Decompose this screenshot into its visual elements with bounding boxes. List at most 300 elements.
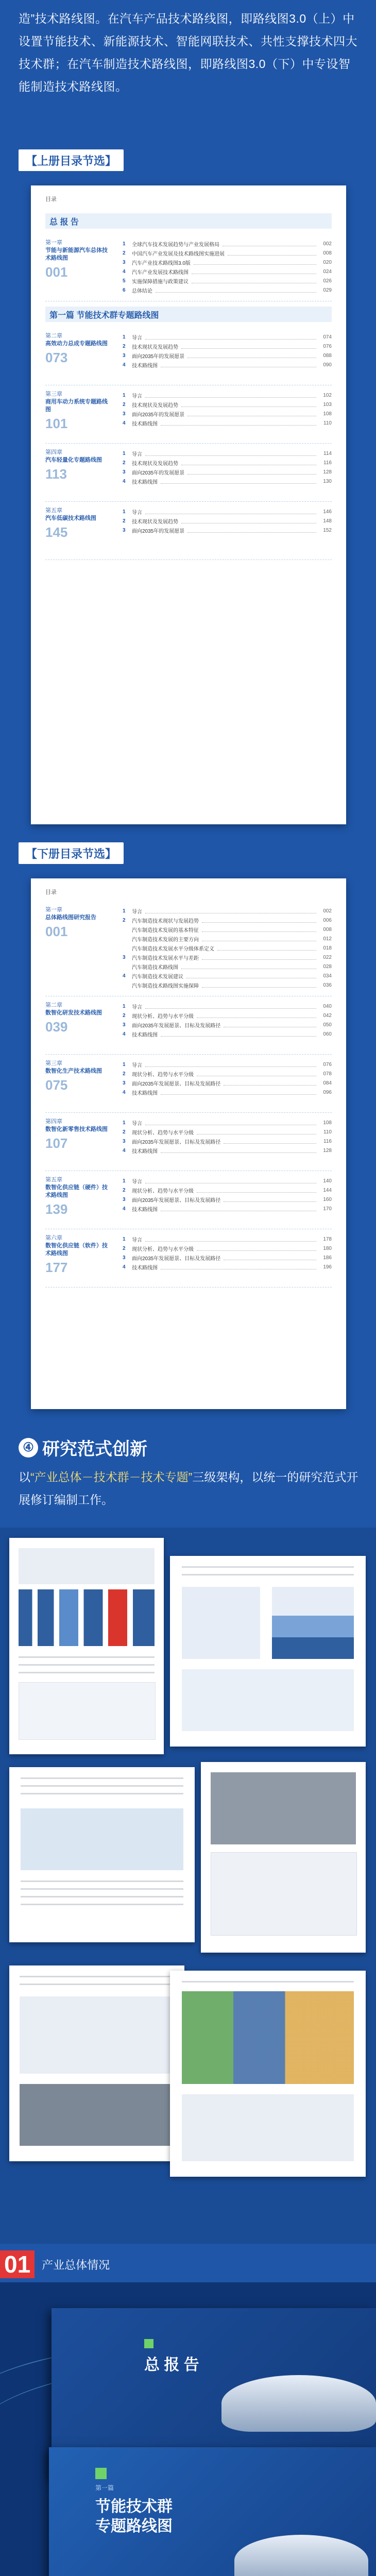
toc-row[interactable] xyxy=(123,943,332,953)
leader-dots xyxy=(187,469,316,474)
section-chap: 第六章 xyxy=(45,1235,62,1241)
toc-section xyxy=(45,1113,332,1171)
row-title: 面向2035年发展愿景、目标及发展路径 xyxy=(132,1139,221,1145)
section-chap: 第三章 xyxy=(45,391,62,397)
row-number: 2 xyxy=(123,518,126,524)
row-title: 导言 xyxy=(132,1004,142,1010)
section-heading xyxy=(45,391,112,431)
toc-row[interactable] xyxy=(123,1127,332,1137)
leader-dots xyxy=(224,1197,316,1202)
leader-dots xyxy=(145,393,316,398)
lower-toc-card xyxy=(31,878,346,1409)
row-page: 078 xyxy=(323,1071,332,1077)
row-page: 108 xyxy=(323,1120,332,1126)
toc-row[interactable] xyxy=(123,1011,332,1020)
row-page: 074 xyxy=(323,334,332,340)
section-page: 039 xyxy=(45,1019,68,1035)
toc-row[interactable] xyxy=(123,516,332,526)
section-chap: 第二章 xyxy=(45,1002,62,1008)
leader-dots xyxy=(202,918,316,923)
leader-dots xyxy=(197,1246,316,1251)
row-page: 002 xyxy=(323,908,332,914)
report-page-image xyxy=(201,1762,366,1953)
row-page: 180 xyxy=(323,1245,332,1251)
row-title: 汽车产业技术路线图3.0版 xyxy=(132,260,191,266)
toc-row[interactable] xyxy=(123,1234,332,1244)
row-page: 012 xyxy=(323,936,332,942)
row-title: 面向2035年的发展愿景 xyxy=(132,470,185,476)
toc-section xyxy=(45,996,332,1055)
section-heading xyxy=(45,1176,112,1217)
section-heading xyxy=(45,239,112,280)
toc-section xyxy=(45,385,332,444)
upper-toc-label: 【上册目录节选】 xyxy=(19,149,124,171)
row-page: 116 xyxy=(323,1138,332,1144)
row-title: 面向2035年的发展愿景 xyxy=(132,528,185,534)
toc-row[interactable] xyxy=(123,1146,332,1155)
row-number: 3 xyxy=(123,1196,126,1202)
upper-toc-card xyxy=(31,185,346,824)
row-title: 技术现状及发展趋势 xyxy=(132,402,178,409)
leader-dots xyxy=(192,269,316,274)
row-number: 4 xyxy=(123,420,126,426)
section-chap: 第二章 xyxy=(45,333,62,339)
row-page: 006 xyxy=(323,917,332,923)
row-title: 技术现状及发展趋势 xyxy=(132,461,178,467)
row-title: 导言 xyxy=(132,451,142,457)
row-number: 3 xyxy=(123,469,126,475)
row-title: 面向2035年发展愿景、目标及发展路径 xyxy=(132,1023,221,1029)
toc-row[interactable] xyxy=(123,962,332,971)
row-number: 2 xyxy=(123,1245,126,1251)
row-number: 4 xyxy=(123,1147,126,1154)
section-page: 113 xyxy=(45,466,67,482)
row-page: 090 xyxy=(323,362,332,368)
toc-row[interactable] xyxy=(123,980,332,990)
row-number: 3 xyxy=(123,1255,126,1261)
section-page: 001 xyxy=(45,924,68,939)
row-page: 196 xyxy=(323,1264,332,1270)
report-page-image xyxy=(9,1767,195,1942)
cover-part1 xyxy=(49,2447,376,2576)
row-title: 技术现状及发展趋势 xyxy=(132,344,178,350)
toc-row[interactable] xyxy=(123,239,332,248)
row-page: 160 xyxy=(323,1196,332,1202)
row-title: 技术路线图 xyxy=(132,479,158,485)
leader-dots xyxy=(161,1264,316,1269)
leader-dots xyxy=(145,334,316,340)
row-page: 108 xyxy=(323,411,332,417)
row-number: 3 xyxy=(123,1138,126,1144)
toc-row[interactable] xyxy=(123,418,332,428)
leader-dots xyxy=(161,479,316,484)
row-title: 导言 xyxy=(132,335,142,341)
row-page: 128 xyxy=(323,469,332,475)
leader-dots xyxy=(197,1188,316,1193)
row-number: 3 xyxy=(123,527,126,533)
row-page: 186 xyxy=(323,1255,332,1261)
research-title xyxy=(19,1435,147,1460)
row-number: 1 xyxy=(123,241,126,247)
toc-row[interactable] xyxy=(123,342,332,351)
row-title: 实施保障措施与政策建议 xyxy=(132,279,189,285)
row-page: 029 xyxy=(323,287,332,293)
leader-dots xyxy=(197,1013,316,1018)
page-mosaic xyxy=(0,1528,376,2244)
toc-row[interactable] xyxy=(123,458,332,467)
part-total-bar: 总 报 告 xyxy=(45,213,332,229)
section-heading xyxy=(45,906,112,939)
section-label: 产业总体情况 xyxy=(42,2258,110,2272)
toc-row[interactable] xyxy=(123,953,332,962)
toc-row[interactable] xyxy=(123,1060,332,1069)
section-number: 01 xyxy=(0,2250,35,2278)
leader-dots xyxy=(202,927,316,932)
row-page: 130 xyxy=(323,478,332,484)
row-number: 1 xyxy=(123,908,126,914)
row-title: 面向2035年发展愿景、目标及发展路径 xyxy=(132,1256,221,1262)
row-number: 1 xyxy=(123,1236,126,1242)
row-number: 2 xyxy=(123,250,126,256)
section-heading xyxy=(45,1060,112,1093)
row-title: 导言 xyxy=(132,1237,142,1243)
leader-dots xyxy=(224,1139,316,1144)
toc-row[interactable] xyxy=(123,1137,332,1146)
section-page: 139 xyxy=(45,1201,68,1217)
row-page: 084 xyxy=(323,1080,332,1086)
toc-row[interactable] xyxy=(123,1002,332,1011)
leader-dots xyxy=(145,908,316,913)
row-title: 导言 xyxy=(132,1179,142,1185)
row-title: 汽车制造技术发展的主要方向 xyxy=(132,937,199,943)
section-page: 101 xyxy=(45,416,68,431)
row-page: 096 xyxy=(323,1089,332,1095)
row-page: 008 xyxy=(323,926,332,933)
report-page-image xyxy=(9,1538,164,1754)
toc-row[interactable] xyxy=(123,1176,332,1185)
desc-part-b: 三级架构，以统一的研究范式开展修订编制工作。 xyxy=(19,1470,358,1506)
intro-section xyxy=(0,0,376,142)
research-desc xyxy=(19,1466,358,1511)
toc-row[interactable] xyxy=(123,1244,332,1253)
row-number: 1 xyxy=(123,1120,126,1126)
leader-dots xyxy=(223,241,316,246)
toc-row[interactable] xyxy=(123,1069,332,1078)
row-number: 2 xyxy=(123,1187,126,1193)
cover-chap: 第一篇 xyxy=(95,2484,114,2492)
row-page: 128 xyxy=(323,1147,332,1154)
toc-row[interactable] xyxy=(123,1078,332,1088)
row-title: 技术路线图 xyxy=(132,1265,158,1271)
report-page-image xyxy=(170,1556,366,1747)
toc-row[interactable] xyxy=(123,360,332,369)
row-page: 002 xyxy=(323,241,332,247)
row-number: 4 xyxy=(123,1031,126,1037)
leader-dots xyxy=(161,420,316,426)
section-page: 001 xyxy=(45,264,68,280)
toc-row[interactable] xyxy=(123,1020,332,1029)
leader-dots xyxy=(145,1120,316,1125)
leader-dots xyxy=(224,1080,316,1086)
toc-row[interactable] xyxy=(123,1253,332,1262)
row-title: 现状分析、趋势与水平分级 xyxy=(132,1246,194,1252)
toc-row[interactable] xyxy=(123,258,332,267)
row-title: 汽车制造技术发展的基本特征 xyxy=(132,927,199,934)
row-page: 146 xyxy=(323,509,332,515)
row-page: 060 xyxy=(323,1031,332,1037)
row-title: 现状分析、趋势与水平分级 xyxy=(132,1072,194,1078)
section-heading xyxy=(45,507,112,540)
row-number: 2 xyxy=(123,1071,126,1077)
leader-dots xyxy=(187,528,316,533)
row-title: 技术路线图 xyxy=(132,1207,158,1213)
section-chap: 第三章 xyxy=(45,1060,62,1066)
toc-row[interactable] xyxy=(123,285,332,295)
row-page: 028 xyxy=(323,963,332,970)
number-badge: ④ xyxy=(19,1438,38,1458)
row-number: 2 xyxy=(123,1012,126,1019)
leader-dots xyxy=(145,509,316,514)
leader-dots xyxy=(217,945,316,951)
section-title: 汽车低碳技术路线图 xyxy=(45,515,96,521)
section-title: 数智化供应链（硬件）技术路线图 xyxy=(45,1184,108,1198)
section-title: 数智化生产技术路线图 xyxy=(45,1068,102,1074)
leader-dots xyxy=(202,982,316,988)
row-title: 技术现状及发展趋势 xyxy=(132,519,178,525)
section-title: 商用车动力系统专题路线图 xyxy=(45,399,108,413)
toc-row[interactable] xyxy=(123,916,332,925)
section-title: 数智化新零售技术路线图 xyxy=(45,1126,108,1132)
toc-row[interactable] xyxy=(123,467,332,477)
leader-dots xyxy=(145,1004,316,1009)
section-title: 汽车轻量化专题路线图 xyxy=(45,457,102,463)
row-page: 022 xyxy=(323,954,332,960)
section-chap: 第五章 xyxy=(45,1177,62,1183)
row-number: 4 xyxy=(123,268,126,275)
section-page: 107 xyxy=(45,1136,68,1151)
leader-dots xyxy=(145,1062,316,1067)
row-number: 3 xyxy=(123,411,126,417)
leader-dots xyxy=(145,1178,316,1183)
toc-row[interactable] xyxy=(123,934,332,943)
row-title: 技术路线图 xyxy=(132,1148,158,1155)
toc-row[interactable] xyxy=(123,1118,332,1127)
row-page: 024 xyxy=(323,268,332,275)
toc-row[interactable] xyxy=(123,332,332,342)
row-number: 3 xyxy=(123,1080,126,1086)
leader-dots xyxy=(202,955,316,960)
row-number: 2 xyxy=(123,1129,126,1135)
leader-dots xyxy=(194,260,316,265)
row-title: 现状分析、趋势与水平分级 xyxy=(132,1188,194,1194)
leader-dots xyxy=(161,362,316,367)
cover-title: 总 报 告 xyxy=(144,2357,199,2374)
row-page: 036 xyxy=(323,982,332,988)
row-number: 4 xyxy=(123,973,126,979)
row-page: 144 xyxy=(323,1187,332,1193)
leader-dots xyxy=(192,278,316,283)
row-title: 汽车制造技术发展建议 xyxy=(132,974,183,980)
leader-dots xyxy=(145,1236,316,1242)
toc-row[interactable] xyxy=(123,526,332,535)
row-page: 040 xyxy=(323,1003,332,1009)
toc-row[interactable] xyxy=(123,906,332,916)
row-page: 020 xyxy=(323,259,332,265)
leader-dots xyxy=(228,250,316,256)
section-heading xyxy=(45,1118,112,1151)
row-number: 4 xyxy=(123,362,126,368)
row-page: 042 xyxy=(323,1012,332,1019)
row-page: 088 xyxy=(323,352,332,359)
leader-dots xyxy=(181,518,316,523)
row-title: 面向2035年发展愿景、目标及发展路径 xyxy=(132,1197,221,1204)
section-title: 总体路线图研究报告 xyxy=(45,914,96,921)
toc-row[interactable] xyxy=(123,248,332,258)
section-page: 177 xyxy=(45,1260,68,1275)
row-title: 总体结论 xyxy=(132,288,152,294)
row-number: 1 xyxy=(123,334,126,340)
row-number: 1 xyxy=(123,1061,126,1067)
row-title: 汽车制造技术路线图 xyxy=(132,964,178,971)
row-page: 114 xyxy=(323,450,332,456)
toc-section xyxy=(45,1171,332,1229)
row-number: 3 xyxy=(123,352,126,359)
row-title: 现状分析、趋势与水平分级 xyxy=(132,1013,194,1020)
desc-highlight: “产业总体－技术群－技术专题” xyxy=(30,1470,193,1484)
section-heading xyxy=(45,1002,112,1035)
toc-row[interactable] xyxy=(123,1204,332,1213)
toc-row[interactable] xyxy=(123,391,332,400)
toc-header: 目录 xyxy=(45,196,57,202)
row-title: 技术路线图 xyxy=(132,363,158,369)
leader-dots xyxy=(145,451,316,456)
toc-section xyxy=(45,1055,332,1113)
leader-dots xyxy=(181,964,316,969)
toc-row[interactable] xyxy=(123,1262,332,1272)
row-page: 034 xyxy=(323,973,332,979)
section-chap: 第五章 xyxy=(45,507,62,514)
row-title: 现状分析、趋势与水平分级 xyxy=(132,1130,194,1136)
section-title: 数智化供应链（软件）技术路线图 xyxy=(45,1243,108,1257)
section-tag xyxy=(0,2249,110,2280)
row-number: 1 xyxy=(123,1003,126,1009)
row-page: 076 xyxy=(323,343,332,349)
row-title: 汽车制造技术发展水平分级体系定义 xyxy=(132,946,214,952)
row-title: 全球汽车技术发展趋势与产业发展格局 xyxy=(132,242,219,248)
section-page: 075 xyxy=(45,1077,68,1093)
row-title: 汽车制造技术路线图实施保障 xyxy=(132,983,199,989)
row-number: 3 xyxy=(123,954,126,960)
toc-section xyxy=(45,901,332,996)
row-title: 汽车制造技术发展水平与差距 xyxy=(132,955,199,961)
row-page: 008 xyxy=(323,250,332,256)
toc-section xyxy=(45,234,332,301)
row-title: 导言 xyxy=(132,393,142,399)
row-page: 026 xyxy=(323,278,332,284)
toc-row[interactable] xyxy=(123,276,332,285)
desc-part-a: 以 xyxy=(19,1470,30,1484)
cover-line1: 节能技术群 xyxy=(95,2498,173,2515)
row-page: 140 xyxy=(323,1178,332,1184)
row-number: 2 xyxy=(123,917,126,923)
section-title: 高效动力总成专题路线图 xyxy=(45,341,108,347)
toc-section xyxy=(45,502,332,560)
toc-row[interactable] xyxy=(123,507,332,516)
section-chap: 第四章 xyxy=(45,1118,62,1125)
row-number: 2 xyxy=(123,343,126,349)
leader-dots xyxy=(161,1206,316,1211)
toc-row[interactable] xyxy=(123,400,332,409)
report-page-image xyxy=(9,1965,184,2161)
leader-dots xyxy=(197,1071,316,1076)
section-page: 073 xyxy=(45,350,68,365)
toc-row[interactable] xyxy=(123,1029,332,1039)
row-title: 技术路线图 xyxy=(132,421,158,427)
toc-row[interactable] xyxy=(123,1185,332,1195)
row-number: 3 xyxy=(123,259,126,265)
row-title: 面向2035年发展愿景、目标及发展路径 xyxy=(132,1081,221,1087)
toc-row[interactable] xyxy=(123,267,332,276)
toc-row[interactable] xyxy=(123,1195,332,1204)
row-page: 103 xyxy=(323,401,332,408)
toc-row[interactable] xyxy=(123,409,332,418)
section-chap: 第四章 xyxy=(45,449,62,455)
leader-dots xyxy=(187,411,316,416)
row-title: 技术路线图 xyxy=(132,1032,158,1038)
toc-row[interactable] xyxy=(123,449,332,458)
row-page: 018 xyxy=(323,945,332,951)
toc-row[interactable] xyxy=(123,351,332,360)
section-chap: 第一章 xyxy=(45,907,62,913)
row-title: 面向2035年的发展愿景 xyxy=(132,412,185,418)
row-page: 170 xyxy=(323,1206,332,1212)
leader-dots xyxy=(181,402,316,407)
row-number: 1 xyxy=(123,509,126,515)
row-number: 5 xyxy=(123,278,126,284)
row-title: 汽车制造技术现状与发展趋势 xyxy=(132,918,199,924)
toc-row[interactable] xyxy=(123,1088,332,1097)
section-heading xyxy=(45,449,112,482)
lower-toc-label: 【下册目录节选】 xyxy=(19,842,124,864)
row-title: 汽车产业发展技术路线图 xyxy=(132,269,189,276)
leader-dots xyxy=(161,1031,316,1037)
leader-dots xyxy=(224,1255,316,1260)
row-page: 102 xyxy=(323,392,332,398)
row-title: 导言 xyxy=(132,1121,142,1127)
leader-dots xyxy=(161,1148,316,1153)
row-page: 178 xyxy=(323,1236,332,1242)
toc-section xyxy=(45,444,332,502)
toc-row[interactable] xyxy=(123,925,332,934)
toc-row[interactable] xyxy=(123,477,332,486)
section-title: 数智化研发技术路线图 xyxy=(45,1010,102,1016)
row-number: 4 xyxy=(123,1264,126,1270)
leader-dots xyxy=(224,1022,316,1027)
leader-dots xyxy=(161,1090,316,1095)
cover-line2: 专题路线图 xyxy=(95,2518,173,2535)
row-page: 116 xyxy=(323,460,332,466)
toc-section xyxy=(45,327,332,385)
row-number: 6 xyxy=(123,287,126,293)
row-title: 导言 xyxy=(132,510,142,516)
part-jieneng-bar: 第一篇 节能技术群专题路线图 xyxy=(45,307,332,322)
row-number: 4 xyxy=(123,478,126,484)
cover-stack xyxy=(0,2282,376,2576)
row-page: 152 xyxy=(323,527,332,533)
intro-paragraph: 造”技术路线图。在汽车产品技术路线图，即路线图3.0（上）中设置节能技术、新能源技术、智能网联技术、共性支撑技术四大技术群；在汽车制造技术路线图，即路线图3.0（下）中专设智能制造技术路线图。 xyxy=(19,12,357,93)
row-page: 050 xyxy=(323,1022,332,1028)
toc-row[interactable] xyxy=(123,971,332,980)
